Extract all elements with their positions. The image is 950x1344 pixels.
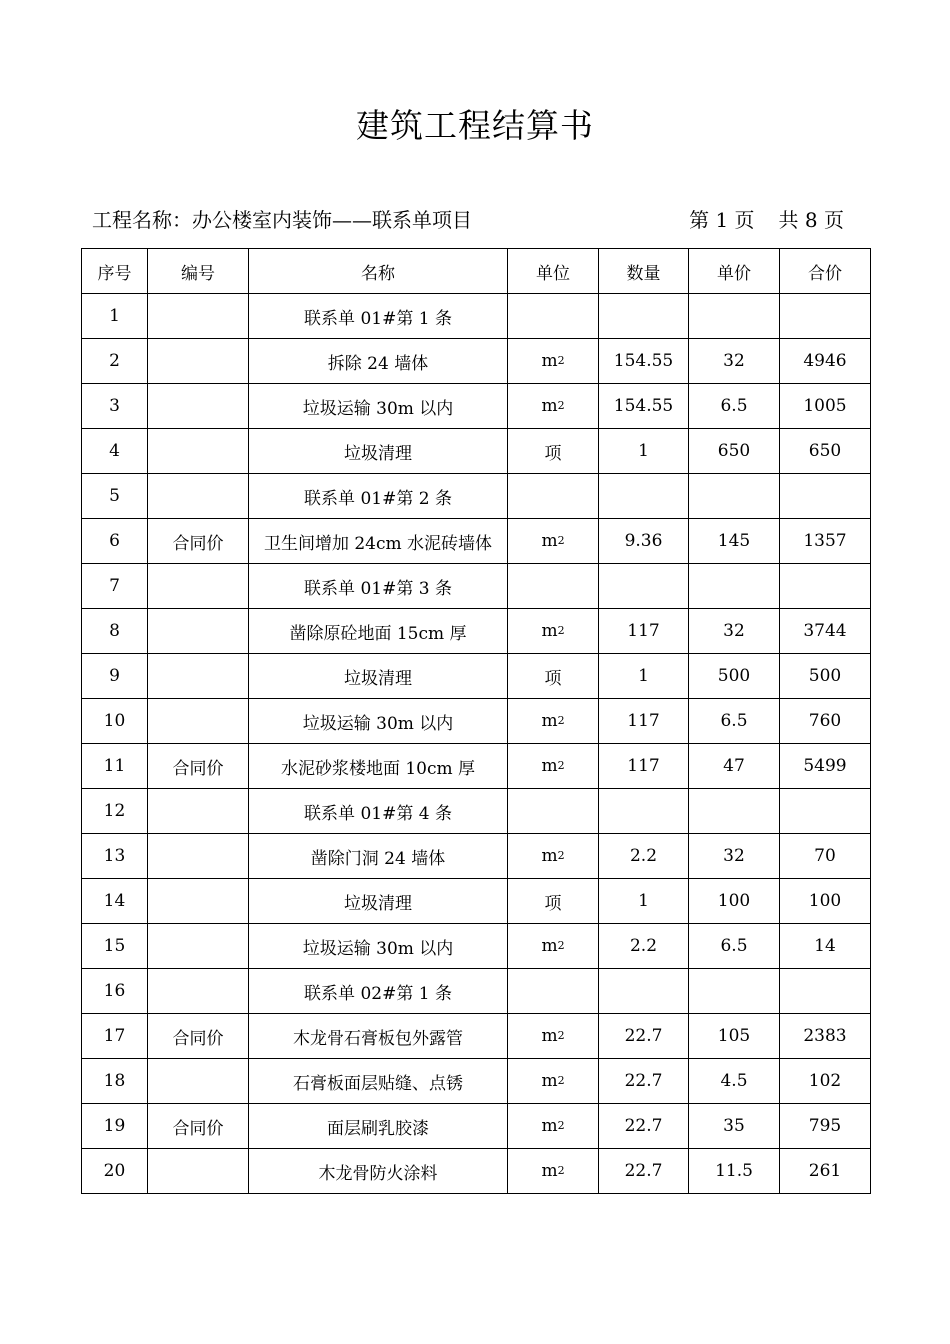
- cell-serial-no: 2: [82, 339, 148, 384]
- cell-unit-price: [689, 564, 780, 609]
- cell-serial-no: 11: [82, 744, 148, 789]
- cell-unit: [508, 294, 599, 339]
- cell-total-price: 650: [780, 429, 871, 474]
- cell-item-name: 垃圾清理: [249, 429, 508, 474]
- cell-item-name: 联系单 01#第 4 条: [249, 789, 508, 834]
- cell-total-price: [780, 789, 871, 834]
- unit-superscript: 2: [557, 354, 565, 367]
- table-row: [82, 609, 871, 654]
- cell-item-name: 垃圾清理: [249, 879, 508, 924]
- cell-serial-no: 19: [82, 1104, 148, 1149]
- page-indicator: [689, 204, 844, 233]
- cell-serial-no: 1: [82, 294, 148, 339]
- cell-code: [148, 924, 249, 969]
- cell-code: [148, 834, 249, 879]
- cell-serial-no: 7: [82, 564, 148, 609]
- cell-serial-no: 20: [82, 1149, 148, 1194]
- cell-serial-no: 6: [82, 519, 148, 564]
- unit-superscript: 2: [557, 1029, 565, 1042]
- cell-serial-no: 3: [82, 384, 148, 429]
- cell-unit-price: 32: [689, 609, 780, 654]
- cell-quantity: 22.7: [599, 1104, 689, 1149]
- cell-quantity: 9.36: [599, 519, 689, 564]
- table-row: [82, 879, 871, 924]
- cell-unit-price: 35: [689, 1104, 780, 1149]
- cell-item-name: 水泥砂浆楼地面 10cm 厚: [249, 744, 508, 789]
- table-row: [82, 294, 871, 339]
- cell-quantity: 117: [599, 609, 689, 654]
- cell-total-price: 2383: [780, 1014, 871, 1059]
- page-total: 共 8 页: [778, 208, 844, 232]
- cell-serial-no: 9: [82, 654, 148, 699]
- table-row: [82, 699, 871, 744]
- cell-unit-price: 100: [689, 879, 780, 924]
- cell-serial-no: 14: [82, 879, 148, 924]
- cell-code: [148, 699, 249, 744]
- cell-item-name: 木龙骨石膏板包外露管: [249, 1014, 508, 1059]
- cell-unit: [508, 789, 599, 834]
- cell-item-name: 木龙骨防火涂料: [249, 1149, 508, 1194]
- cell-total-price: 261: [780, 1149, 871, 1194]
- unit-text: m: [541, 1026, 558, 1046]
- cell-total-price: 760: [780, 699, 871, 744]
- page-current: 第 1 页: [689, 208, 755, 232]
- cell-serial-no: 17: [82, 1014, 148, 1059]
- cell-quantity: [599, 474, 689, 519]
- cell-serial-no: 10: [82, 699, 148, 744]
- cell-item-name: 拆除 24 墙体: [249, 339, 508, 384]
- cell-code: [148, 969, 249, 1014]
- cell-code: [148, 429, 249, 474]
- cell-total-price: 5499: [780, 744, 871, 789]
- header-unit: 单位: [508, 249, 599, 294]
- unit-text: m: [541, 846, 558, 866]
- cell-quantity: 1: [599, 429, 689, 474]
- cell-total-price: 4946: [780, 339, 871, 384]
- unit-text: m: [541, 396, 558, 416]
- cell-code: [148, 879, 249, 924]
- table-row: [82, 744, 871, 789]
- cell-unit: [508, 609, 599, 654]
- cell-item-name: 垃圾运输 30m 以内: [249, 699, 508, 744]
- unit-text: m: [541, 1116, 558, 1136]
- table-row: [82, 654, 871, 699]
- unit-superscript: 2: [557, 1119, 565, 1132]
- cell-total-price: 1357: [780, 519, 871, 564]
- cell-code: [148, 339, 249, 384]
- cell-total-price: 500: [780, 654, 871, 699]
- cell-unit: [508, 834, 599, 879]
- table-row: [82, 924, 871, 969]
- table-row: [82, 474, 871, 519]
- cell-serial-no: 18: [82, 1059, 148, 1104]
- cell-unit-price: [689, 789, 780, 834]
- cell-unit: [508, 969, 599, 1014]
- cell-total-price: 3744: [780, 609, 871, 654]
- header-item-name: 名称: [249, 249, 508, 294]
- cell-serial-no: 5: [82, 474, 148, 519]
- cell-total-price: [780, 294, 871, 339]
- cell-total-price: 100: [780, 879, 871, 924]
- table-row: [82, 1059, 871, 1104]
- cell-code: [148, 789, 249, 834]
- cell-total-price: [780, 474, 871, 519]
- cell-unit: [508, 564, 599, 609]
- unit-superscript: 2: [557, 714, 565, 727]
- cell-code: [148, 384, 249, 429]
- cell-serial-no: 12: [82, 789, 148, 834]
- cell-code: [148, 474, 249, 519]
- cell-quantity: 22.7: [599, 1059, 689, 1104]
- cell-quantity: [599, 564, 689, 609]
- cell-quantity: [599, 969, 689, 1014]
- cell-serial-no: 4: [82, 429, 148, 474]
- unit-text: 项: [544, 443, 562, 464]
- unit-text: m: [541, 711, 558, 731]
- cell-unit-price: 6.5: [689, 384, 780, 429]
- cell-total-price: 795: [780, 1104, 871, 1149]
- cell-code: 合同价: [148, 1014, 249, 1059]
- cell-total-price: 102: [780, 1059, 871, 1104]
- cell-unit: [508, 1104, 599, 1149]
- cell-code: [148, 1149, 249, 1194]
- cell-unit: [508, 339, 599, 384]
- cell-unit: [508, 1149, 599, 1194]
- cell-total-price: [780, 564, 871, 609]
- table-row: [82, 339, 871, 384]
- cell-code: [148, 654, 249, 699]
- header-code: 编号: [148, 249, 249, 294]
- cell-total-price: 14: [780, 924, 871, 969]
- cell-quantity: 117: [599, 699, 689, 744]
- cell-quantity: 154.55: [599, 384, 689, 429]
- cell-unit: [508, 924, 599, 969]
- cell-unit: [508, 1059, 599, 1104]
- cell-unit: [508, 519, 599, 564]
- cell-item-name: 凿除原砼地面 15cm 厚: [249, 609, 508, 654]
- cell-quantity: 117: [599, 744, 689, 789]
- cell-unit-price: 6.5: [689, 924, 780, 969]
- cell-quantity: 154.55: [599, 339, 689, 384]
- table-row: [82, 1014, 871, 1059]
- cell-unit-price: 650: [689, 429, 780, 474]
- table-body: [82, 294, 871, 1194]
- table-header-row: [82, 249, 871, 294]
- cell-quantity: 22.7: [599, 1014, 689, 1059]
- cell-quantity: 2.2: [599, 834, 689, 879]
- unit-superscript: 2: [557, 399, 565, 412]
- unit-text: 项: [544, 893, 562, 914]
- unit-superscript: 2: [557, 1164, 565, 1177]
- cell-unit-price: [689, 474, 780, 519]
- cell-code: 合同价: [148, 519, 249, 564]
- cell-unit: [508, 474, 599, 519]
- cell-unit-price: 105: [689, 1014, 780, 1059]
- cell-item-name: 卫生间增加 24cm 水泥砖墙体: [249, 519, 508, 564]
- cell-item-name: 联系单 02#第 1 条: [249, 969, 508, 1014]
- cell-item-name: 面层刷乳胶漆: [249, 1104, 508, 1149]
- cell-code: [148, 564, 249, 609]
- unit-text: m: [541, 621, 558, 641]
- project-info-line: [92, 204, 852, 234]
- cell-item-name: 垃圾运输 30m 以内: [249, 384, 508, 429]
- cell-unit-price: [689, 969, 780, 1014]
- header-total-price: 合价: [780, 249, 871, 294]
- table-row: [82, 789, 871, 834]
- cell-code: 合同价: [148, 744, 249, 789]
- table-row: [82, 1104, 871, 1149]
- cell-item-name: 凿除门洞 24 墙体: [249, 834, 508, 879]
- cell-unit: [508, 654, 599, 699]
- header-quantity: 数量: [599, 249, 689, 294]
- cell-unit-price: 500: [689, 654, 780, 699]
- unit-superscript: 2: [557, 1074, 565, 1087]
- project-name: 工程名称：办公楼室内装饰——联系单项目: [92, 208, 472, 232]
- unit-text: m: [541, 351, 558, 371]
- header-serial-no: 序号: [82, 249, 148, 294]
- table-row: [82, 564, 871, 609]
- cell-total-price: 70: [780, 834, 871, 879]
- unit-superscript: 2: [557, 939, 565, 952]
- cell-serial-no: 13: [82, 834, 148, 879]
- cell-quantity: 2.2: [599, 924, 689, 969]
- cell-item-name: 垃圾运输 30m 以内: [249, 924, 508, 969]
- unit-superscript: 2: [557, 849, 565, 862]
- table-row: [82, 1149, 871, 1194]
- table-row: [82, 834, 871, 879]
- cell-unit: [508, 429, 599, 474]
- unit-text: m: [541, 756, 558, 776]
- cell-item-name: 联系单 01#第 1 条: [249, 294, 508, 339]
- table-row: [82, 384, 871, 429]
- document-title: 建筑工程结算书: [356, 106, 594, 145]
- cell-unit-price: [689, 294, 780, 339]
- header-unit-price: 单价: [689, 249, 780, 294]
- cell-unit: [508, 1014, 599, 1059]
- table-row: [82, 519, 871, 564]
- cell-item-name: 石膏板面层贴缝、点锈: [249, 1059, 508, 1104]
- cell-total-price: [780, 969, 871, 1014]
- cell-unit-price: 4.5: [689, 1059, 780, 1104]
- cell-unit-price: 145: [689, 519, 780, 564]
- settlement-table: [81, 248, 871, 1194]
- cell-unit: [508, 699, 599, 744]
- cell-code: [148, 609, 249, 654]
- cell-quantity: 1: [599, 879, 689, 924]
- cell-item-name: 垃圾清理: [249, 654, 508, 699]
- unit-text: m: [541, 531, 558, 551]
- cell-unit: [508, 744, 599, 789]
- cell-unit: [508, 879, 599, 924]
- cell-serial-no: 15: [82, 924, 148, 969]
- unit-text: m: [541, 1161, 558, 1181]
- cell-code: 合同价: [148, 1104, 249, 1149]
- cell-item-name: 联系单 01#第 2 条: [249, 474, 508, 519]
- cell-quantity: [599, 789, 689, 834]
- unit-superscript: 2: [557, 759, 565, 772]
- unit-text: m: [541, 1071, 558, 1091]
- cell-code: [148, 294, 249, 339]
- cell-unit-price: 47: [689, 744, 780, 789]
- unit-superscript: 2: [557, 624, 565, 637]
- cell-unit-price: 32: [689, 834, 780, 879]
- cell-serial-no: 16: [82, 969, 148, 1014]
- cell-total-price: 1005: [780, 384, 871, 429]
- cell-item-name: 联系单 01#第 3 条: [249, 564, 508, 609]
- cell-unit-price: 11.5: [689, 1149, 780, 1194]
- cell-quantity: 1: [599, 654, 689, 699]
- table-row: [82, 969, 871, 1014]
- cell-quantity: 22.7: [599, 1149, 689, 1194]
- cell-unit-price: 6.5: [689, 699, 780, 744]
- cell-unit-price: 32: [689, 339, 780, 384]
- cell-unit: [508, 384, 599, 429]
- cell-quantity: [599, 294, 689, 339]
- unit-text: m: [541, 936, 558, 956]
- cell-serial-no: 8: [82, 609, 148, 654]
- table-row: [82, 429, 871, 474]
- unit-superscript: 2: [557, 534, 565, 547]
- cell-code: [148, 1059, 249, 1104]
- unit-text: 项: [544, 668, 562, 689]
